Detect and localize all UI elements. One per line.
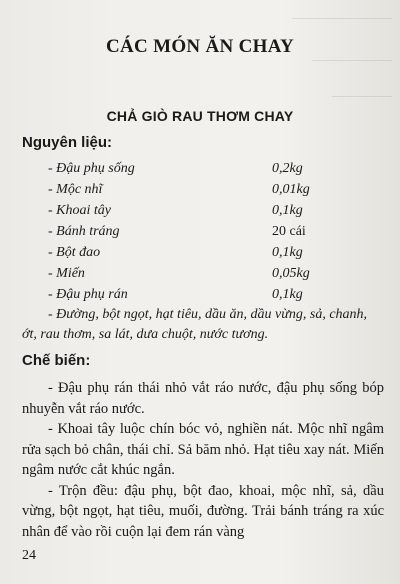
bleed-through-mark — [312, 60, 392, 61]
recipe-title: CHẢ GIÒ RAU THƠM CHAY — [106, 108, 294, 124]
method-step: - Khoai tây luộc chín bóc vỏ, nghiền nát. Mộc nhĩ ngâm rửa sạch bỏ chân, thái chỉ. Sả băm nhỏ. Hạt tiêu xay nát. Miến ngâm nước cắt khúc ngắn. — [22, 421, 384, 478]
ingredient-name: - Đậu phụ rán — [48, 287, 128, 302]
ingredient-item — [48, 242, 378, 263]
ingredients-list — [48, 158, 378, 305]
page-number: 24 — [22, 548, 36, 563]
seasoning-list: - Đường, bột ngọt, hạt tiêu, dầu ăn, dầu vừng, sả, chanh, ớt, rau thơm, sa lát, dưa chuột, nước tương. — [22, 307, 368, 342]
ingredients-heading: Nguyên liệu: — [22, 134, 113, 151]
method-steps — [22, 378, 384, 542]
ingredient-name: - Bánh tráng — [48, 224, 120, 239]
ingredient-quantity: 20 cái — [272, 224, 306, 239]
ingredient-item — [48, 179, 378, 200]
ingredient-name: - Bột đao — [48, 245, 101, 260]
bleed-through-mark — [332, 96, 392, 97]
ingredient-quantity: 0,01kg — [272, 182, 310, 197]
ingredient-quantity: 0,2kg — [272, 161, 303, 176]
ingredient-quantity: 0,1kg — [272, 287, 303, 302]
method-step: - Trộn đều: đậu phụ, bột đao, khoai, mộc nhĩ, sả, dầu vừng, bột ngọt, hạt tiêu, muối, đường. Trải bánh tráng ra xúc nhân để vào rồi cuộn lại đem rán vàng — [22, 482, 384, 540]
ingredient-item — [48, 200, 378, 221]
ingredient-name: - Mộc nhĩ — [48, 182, 103, 197]
chapter-title: CÁC MÓN ĂN CHAY — [106, 36, 294, 57]
ingredient-name: - Miến — [48, 266, 85, 281]
ingredient-quantity: 0,1kg — [272, 245, 303, 260]
ingredient-name: - Khoai tây — [48, 203, 111, 218]
ingredient-name: - Đậu phụ sống — [48, 161, 135, 176]
ingredient-item — [48, 284, 378, 305]
ingredient-quantity: 0,05kg — [272, 266, 310, 281]
ingredient-quantity: 0,1kg — [272, 203, 303, 218]
ingredient-item — [48, 158, 378, 179]
method-step: - Đậu phụ rán thái nhỏ vắt ráo nước, đậu phụ sống bóp nhuyễn vắt ráo nước. — [22, 380, 384, 417]
bleed-through-mark — [292, 18, 392, 19]
method-heading: Chế biến: — [22, 352, 91, 369]
ingredient-item — [48, 263, 378, 284]
ingredient-item — [48, 221, 378, 242]
